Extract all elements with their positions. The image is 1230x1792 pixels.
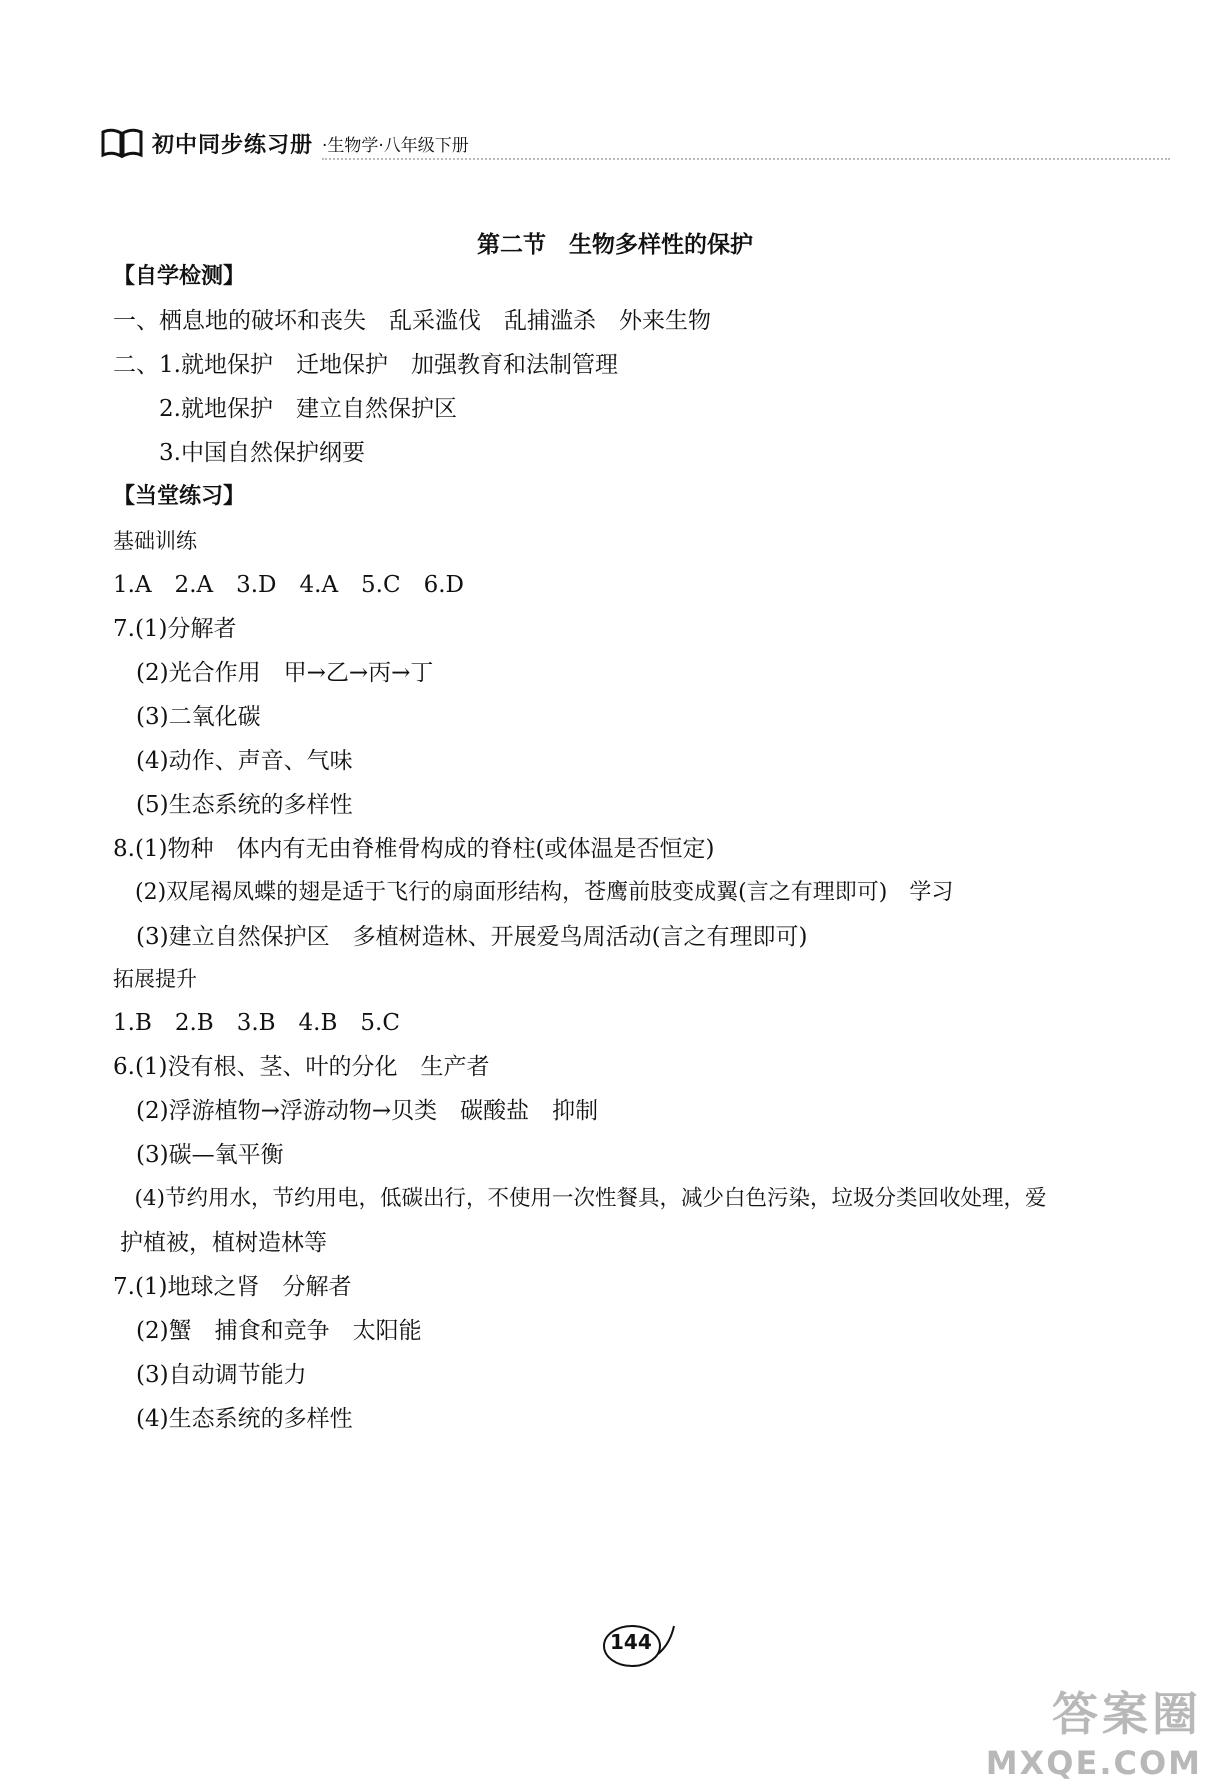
answer-line: 7.(1)地球之肾 分解者: [113, 1274, 352, 1300]
answer-line: 6.(1)没有根、茎、叶的分化 生产者: [113, 1054, 490, 1080]
section-title: 第二节 生物多样性的保护: [477, 232, 753, 258]
answer-line: (2)光合作用 甲→乙→丙→丁: [113, 660, 434, 686]
section-heading: 【当堂练习】: [113, 484, 246, 509]
section-heading: 【自学检测】: [113, 264, 246, 289]
answer-line: 8.(1)物种 体内有无由脊椎骨构成的脊柱(或体温是否恒定): [113, 836, 715, 862]
answer-line: 1.A 2.A 3.D 4.A 5.C 6.D: [113, 572, 464, 598]
watermark-url: MXQE.COM: [985, 1744, 1202, 1782]
answer-line: (5)生态系统的多样性: [113, 792, 353, 818]
answer-line: 二、1.就地保护 迁地保护 加强教育和法制管理: [113, 352, 618, 378]
answer-line: (4)节约用水，节约用电，低碳出行，不使用一次性餐具，减少白色污染，垃圾分类回收处理，爱: [113, 1186, 1047, 1211]
answer-line: (2)双尾褐凤蝶的翅是适于飞行的扇面形结构，苍鹰前肢变成翼(言之有理即可) 学习: [113, 880, 954, 905]
header-divider: [322, 158, 1170, 160]
answer-line: 7.(1)分解者: [113, 616, 237, 642]
answer-line: (3)建立自然保护区 多植树造林、开展爱鸟周活动(言之有理即可): [113, 924, 808, 950]
subsection-heading: 拓展提升: [113, 967, 197, 991]
answer-line: 护植被，植树造林等: [120, 1230, 327, 1256]
page-number: 144: [610, 1630, 652, 1654]
book-icon: [100, 128, 144, 158]
subsection-heading: 基础训练: [113, 529, 197, 553]
series-title: 初中同步练习册: [152, 133, 314, 158]
answer-line: (4)动作、声音、气味: [113, 748, 353, 774]
answer-line: (3)碳—氧平衡: [113, 1142, 284, 1168]
answer-line: (2)浮游植物→浮游动物→贝类 碳酸盐 抑制: [113, 1098, 599, 1124]
answer-line: 3.中国自然保护纲要: [113, 440, 365, 466]
watermark-logo-text: 答案圈: [1052, 1687, 1202, 1741]
watermark: [986, 1678, 1202, 1782]
answer-line: 2.就地保护 建立自然保护区: [113, 396, 457, 422]
answer-line: (3)自动调节能力: [113, 1362, 307, 1388]
page-header: [100, 128, 1170, 160]
answer-line: (2)蟹 捕食和竞争 太阳能: [113, 1318, 422, 1344]
answer-line: 1.B 2.B 3.B 4.B 5.C: [113, 1010, 400, 1036]
subject-label: ·生物学·八年级下册: [322, 136, 469, 156]
answer-line: 一、栖息地的破坏和丧失 乱采滥伐 乱捕滥杀 外来生物: [113, 308, 711, 334]
answer-line: (3)二氧化碳: [113, 704, 261, 730]
answer-line: (4)生态系统的多样性: [113, 1406, 353, 1432]
